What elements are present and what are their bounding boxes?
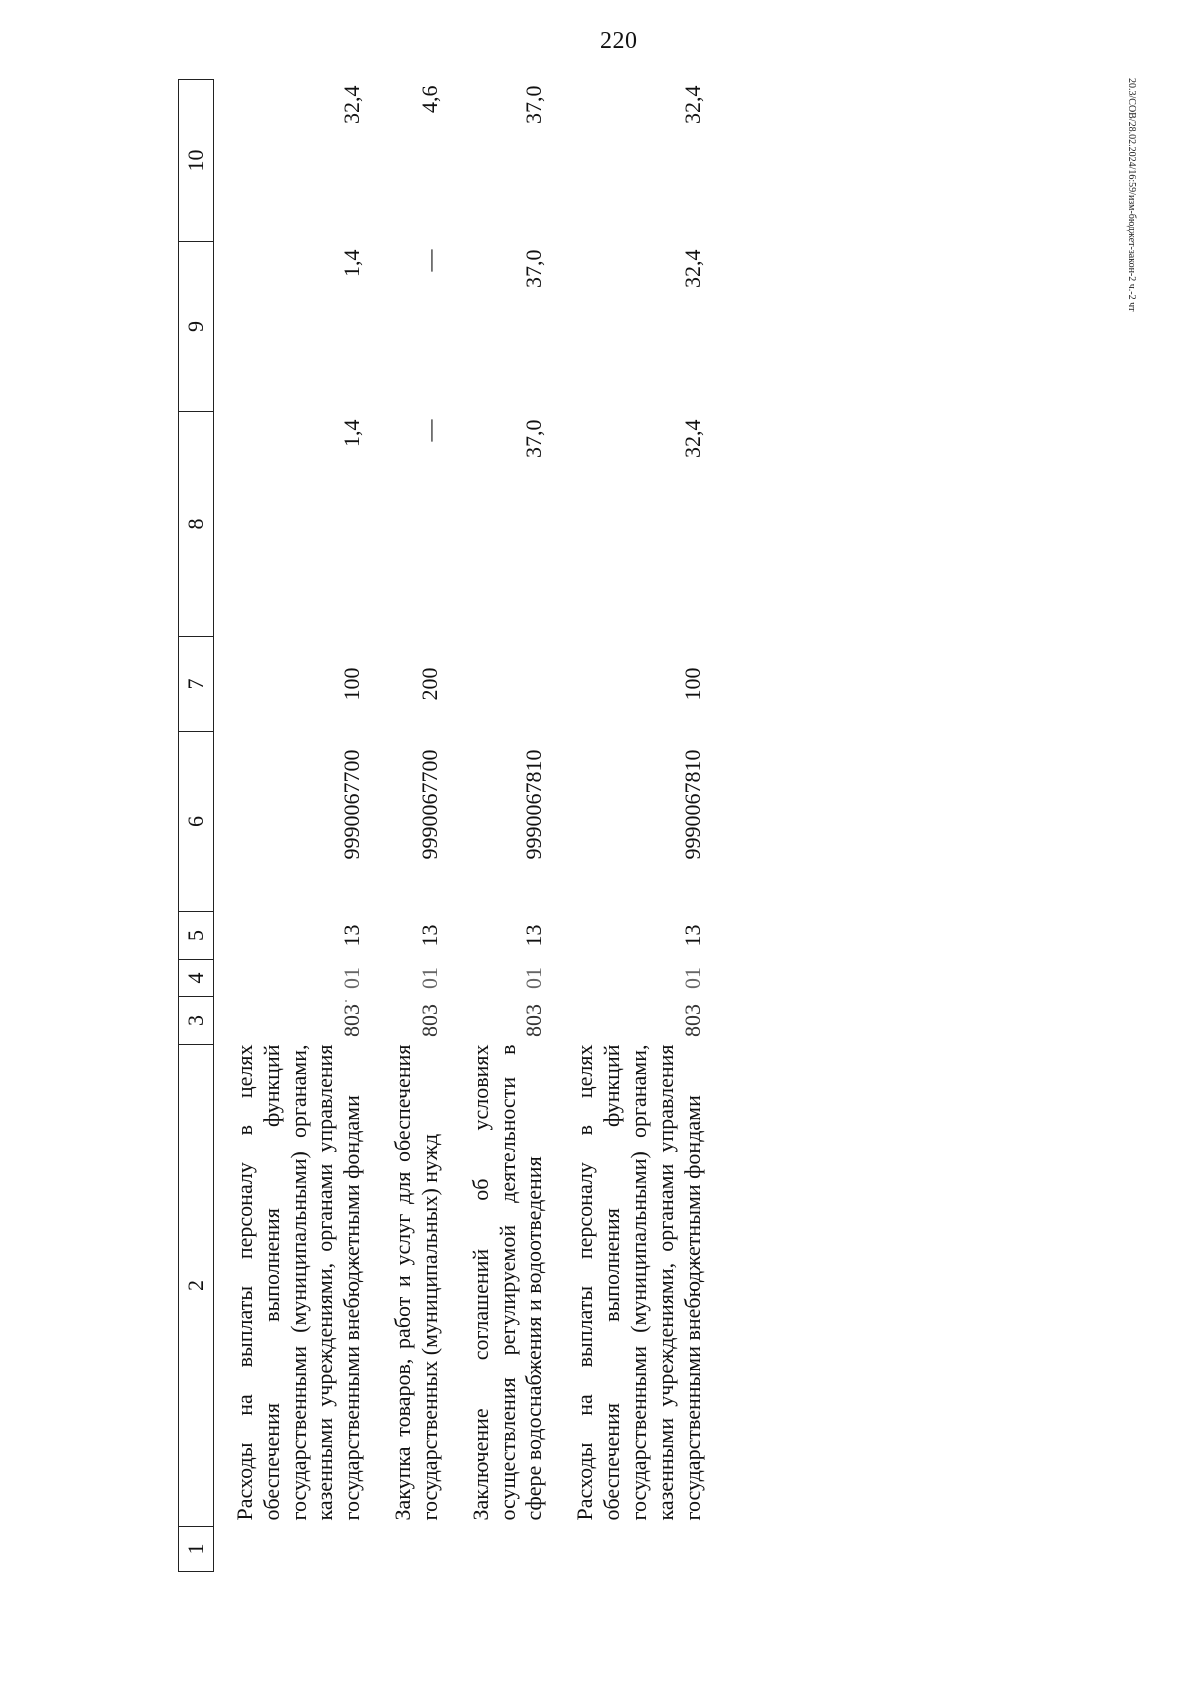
row-section-code: 01 <box>521 967 547 989</box>
row-description: Расходы на выплаты персоналу в целях обеспечения выполнения функций государственными (муниципальными) органами, казенными учреждениями, органами управления государственными внебюджетными фондами <box>572 1044 705 1521</box>
row-description: Расходы на выплаты персоналу в целях обеспечения выполнения функций государственными (муниципальными) органами, казенными учреждениями, органами управления государственными внебюджетными фондами <box>232 1044 365 1521</box>
row-subsection-code: 13 <box>416 924 442 947</box>
row-target-article: 9990067700 <box>339 749 365 860</box>
row-col-1 <box>372 1527 450 1572</box>
header-col-8: 8 <box>179 412 214 637</box>
header-col-3: 3 <box>179 997 214 1045</box>
row-amount-10: 4,6 <box>416 85 442 113</box>
table-header-row <box>179 80 214 1572</box>
row-amount-8: 1,4 <box>339 419 365 447</box>
row-amount-10: 32,4 <box>339 85 365 124</box>
header-col-7: 7 <box>179 637 214 732</box>
header-col-6: 6 <box>179 732 214 912</box>
header-col-5: 5 <box>179 912 214 960</box>
rotated-table-wrapper <box>178 80 1028 1572</box>
row-section-code: 01 <box>679 967 705 989</box>
document-footer-code: 20.3/СОВ/28.02.2024/16:59/изм-бюджет-закон-2 ч.-2 чт <box>1126 78 1137 312</box>
row-subsection-code: 13 <box>339 924 365 947</box>
row-expense-type: 200 <box>416 667 442 701</box>
row-subsection-code: 13 <box>679 924 705 947</box>
header-col-1: 1 <box>179 1527 214 1572</box>
row-amount-10: 32,4 <box>679 85 705 124</box>
row-expense-type: 100 <box>339 667 365 701</box>
page-number: 220 <box>600 28 638 54</box>
row-ministry-code: 803 <box>416 1004 442 1037</box>
row-col-1 <box>214 1527 373 1572</box>
row-amount-8: 32,4 <box>679 419 705 458</box>
row-col-1 <box>450 1527 554 1572</box>
row-amount-9: 1,4 <box>339 249 365 277</box>
row-amount-8: 37,0 <box>521 419 547 458</box>
header-col-10: 10 <box>179 80 214 242</box>
row-col-1 <box>554 1527 712 1572</box>
header-col-2: 2 <box>179 1045 214 1527</box>
row-target-article: 9990067700 <box>416 749 442 860</box>
row-amount-8: — <box>416 419 442 442</box>
header-col-9: 9 <box>179 242 214 412</box>
table-row <box>450 80 554 1572</box>
row-amount-10: 37,0 <box>521 85 547 124</box>
row-description: Закупка товаров, работ и услуг для обеспечения государственных (муниципальных) нужд <box>390 1044 442 1521</box>
row-section-code: 01 <box>339 967 365 989</box>
row-amount-9: 37,0 <box>521 249 547 288</box>
row-amount-9: — <box>416 249 442 272</box>
row-expense-type: 100 <box>679 667 705 701</box>
row-ministry-code: 803 <box>679 1004 705 1037</box>
row-expense-type <box>450 637 554 732</box>
table-row <box>554 80 712 1572</box>
row-target-article: 9990067810 <box>679 749 705 860</box>
header-col-4: 4 <box>179 960 214 997</box>
row-subsection-code: 13 <box>521 924 547 947</box>
table-row <box>372 80 450 1572</box>
row-description: Заключение соглашений об условиях осуществления регулируемой деятельности в сфере водоснабжения и водоотведения <box>467 1044 547 1521</box>
budget-table <box>178 79 712 1572</box>
row-ministry-code: 803 <box>521 1004 547 1037</box>
row-section-code: 01 <box>416 967 442 989</box>
table-row <box>214 80 373 1572</box>
row-ministry-code: 803 <box>339 1004 365 1037</box>
row-target-article: 9990067810 <box>521 749 547 860</box>
row-amount-9: 32,4 <box>679 249 705 288</box>
